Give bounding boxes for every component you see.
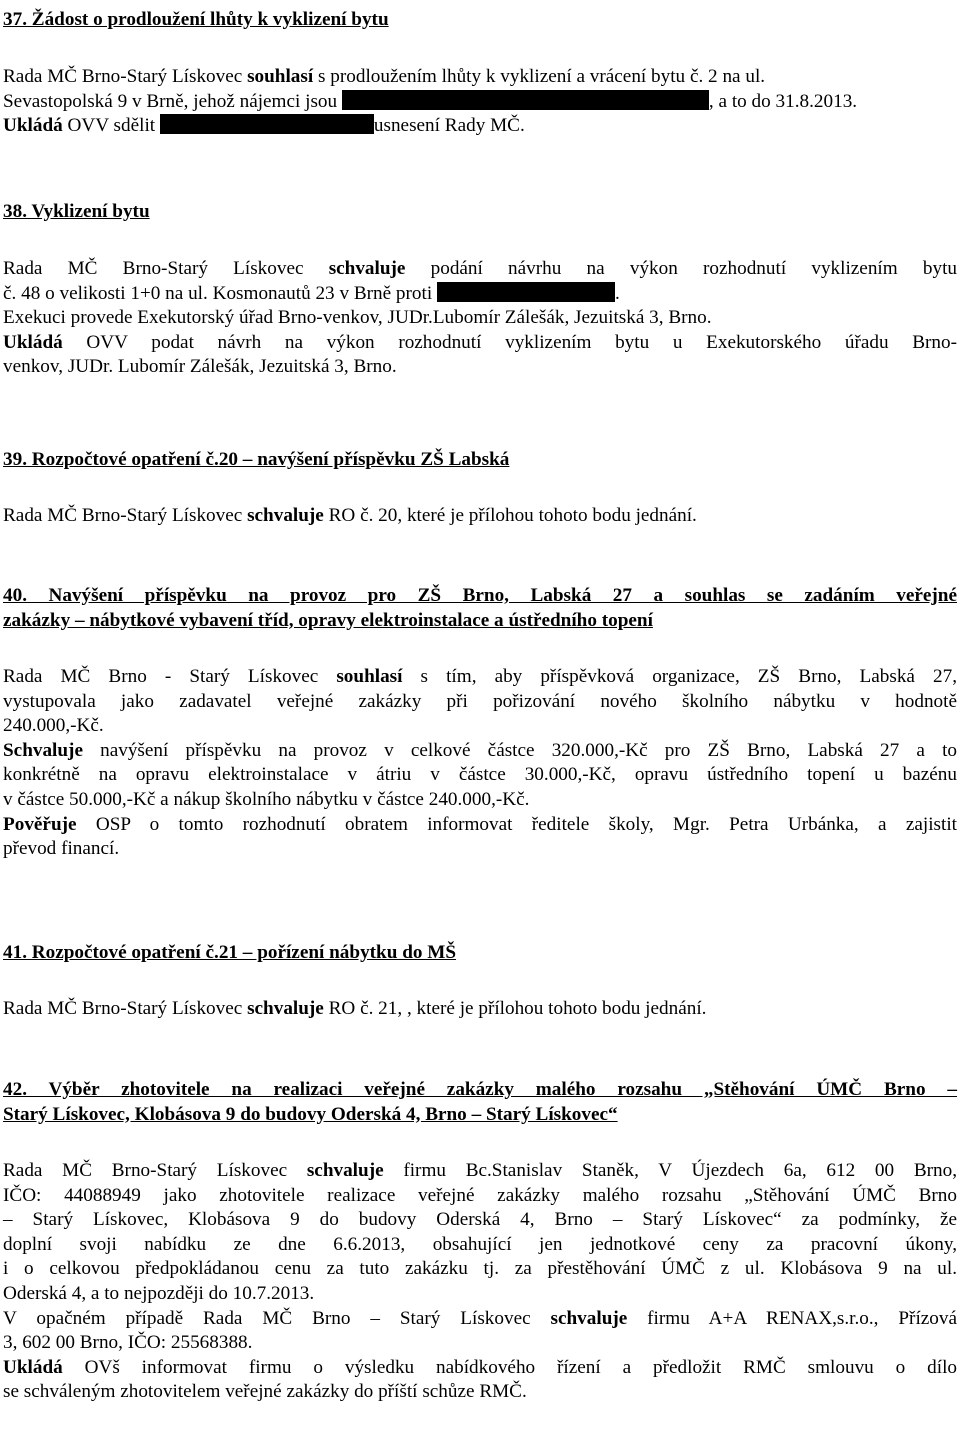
text: OVV podat návrh na výkon rozhodnutí vyklizením bytu u Exekutorského úřadu Brno- <box>62 331 957 353</box>
text: se schváleným zhotovitelem veřejné zakázky do příští schůze RMČ. <box>3 1381 527 1403</box>
text: v částce 50.000,-Kč a nákup školního nábytku v částce 240.000,-Kč. <box>3 788 530 810</box>
text: RO č. 21, , které je přílohou tohoto bodu jednání. <box>323 998 707 1019</box>
keyword-schvaluje: schvaluje <box>550 1307 628 1329</box>
section-42-heading <box>3 1078 957 1127</box>
section-37 <box>3 8 957 33</box>
section-41-heading: 41. Rozpočtové opatření č.21 – pořízení nábytku do MŠ <box>3 942 457 963</box>
text: i o celkovou předpokládanou cenu za tuto zakázku tj. za přestěhování ÚMČ z ul. Klobásova 9 na ul. <box>3 1258 957 1280</box>
section-40-body <box>3 665 957 862</box>
keyword-poveruje: Pověřuje <box>3 813 77 835</box>
text: vystupovala jako zadavatel veřejné zakázky při pořizování nového školního nábytku v hodnotě <box>3 690 957 712</box>
text: RO č. 20, které je přílohou tohoto bodu jednání. <box>323 505 697 526</box>
section-40-heading <box>3 584 957 633</box>
text: Exekuci provede Exekutorský úřad Brno-venkov, JUDr.Lubomír Zálešák, Jezuitská 3, Brno. <box>3 307 712 329</box>
keyword-uklada: Ukládá <box>3 331 63 353</box>
keyword-schvaluje: Schvaluje <box>3 739 83 761</box>
text: 240.000,-Kč. <box>3 715 104 737</box>
heading-line: Starý Lískovec, Klobásova 9 do budovy Oderská 4, Brno – Starý Lískovec“ <box>3 1103 618 1125</box>
text: Rada MČ Brno - Starý Lískovec <box>3 666 337 687</box>
section-37-body <box>3 65 957 139</box>
section-38-body <box>3 257 957 380</box>
text: 3, 602 00 Brno, IČO: 25568388. <box>3 1332 253 1354</box>
section-39-body <box>3 504 957 529</box>
text: Sevastopolská 9 v Brně, jehož nájemci jsou <box>3 90 342 112</box>
section-38-heading: 38. Vyklizení bytu <box>3 201 150 222</box>
keyword-schvaluje: schvaluje <box>328 258 406 279</box>
text: podání návrhu na výkon rozhodnutí vyklizením bytu <box>405 258 957 279</box>
text: Rada MČ Brno-Starý Lískovec <box>3 505 248 526</box>
keyword-uklada: Ukládá <box>3 1356 63 1378</box>
text: OVV sdělit <box>62 115 160 137</box>
text: OSP o tomto rozhodnutí obratem informovat ředitele školy, Mgr. Petra Urbánka, a zajistit <box>76 813 957 835</box>
text: OVš informovat firmu o výsledku nabídkového řízení a předložit RMČ smlouvu o dílo <box>62 1356 957 1378</box>
section-39-heading: 39. Rozpočtové opatření č.20 – navýšení příspěvku ZŠ Labská <box>3 449 510 470</box>
text: č. 48 o velikosti 1+0 na ul. Kosmonautů 23 v Brně proti <box>3 282 437 304</box>
text: firmu A+A RENAX,s.r.o., Přízová <box>627 1307 957 1329</box>
text: s tím, aby příspěvková organizace, ZŠ Brno, Labská 27, <box>402 666 957 687</box>
text: IČO: 44088949 jako zhotovitele realizace veřejné zakázky malého rozsahu „Stěhování ÚMČ Brno <box>3 1184 957 1206</box>
text: firmu Bc.Stanislav Staněk, V Újezdech 6a, 612 00 Brno, <box>383 1160 957 1181</box>
section-37-heading: 37. Žádost o prodloužení lhůty k vyklizení bytu <box>3 9 389 30</box>
text: Rada MČ Brno-Starý Lískovec <box>3 1160 307 1181</box>
text: , a to do 31.8.2013. <box>708 90 858 112</box>
text: konkrétně na opravu elektroinstalace v átriu v částce 30.000,-Kč, opravu ústředního topení u bazénu <box>3 764 957 786</box>
section-42-body <box>3 1159 957 1405</box>
heading-line: 42. Výběr zhotovitele na realizaci veřejné zakázky malého rozsahu „Stěhování ÚMČ Brno – <box>3 1079 957 1100</box>
text: s prodloužením lhůty k vyklizení a vrácení bytu č. 2 na ul. <box>313 66 766 87</box>
keyword-souhlasi: souhlasí <box>336 666 403 687</box>
redaction-block <box>342 90 709 110</box>
text: Rada MČ Brno-Starý Lískovec <box>3 998 248 1019</box>
text: Oderská 4, a to nejpozději do 10.7.2013. <box>3 1282 315 1304</box>
text: venkov, JUDr. Lubomír Zálešák, Jezuitská 3, Brno. <box>3 356 397 378</box>
text: – Starý Lískovec, Klobásova 9 do budovy Oderská 4, Brno – Starý Lískovec“ za podmínky, že <box>3 1209 957 1231</box>
heading-line: 40. Navýšení příspěvku na provoz pro ZŠ Brno, Labská 27 a souhlas se zadáním veřejné <box>3 585 957 606</box>
text: V opačném případě Rada MČ Brno – Starý Lískovec <box>3 1307 551 1329</box>
redaction-block <box>437 282 615 302</box>
text: . <box>614 282 620 304</box>
text: usnesení Rady MČ. <box>373 115 525 137</box>
section-41-body <box>3 997 957 1022</box>
keyword-schvaluje: schvaluje <box>247 998 324 1019</box>
redaction-block <box>160 114 374 134</box>
keyword-uklada: Ukládá <box>3 115 63 137</box>
text: navýšení příspěvku na provoz v celkové částce 320.000,-Kč pro ZŠ Brno, Labská 27 a to <box>82 739 957 761</box>
text: Rada MČ Brno-Starý Lískovec <box>3 66 248 87</box>
keyword-schvaluje: schvaluje <box>306 1160 384 1181</box>
heading-line: zakázky – nábytkové vybavení tříd, opravy elektroinstalace a ústředního topení <box>3 609 653 631</box>
text: Rada MČ Brno-Starý Lískovec <box>3 258 329 279</box>
text: doplní svoji nabídku ze dne 6.6.2013, obsahující jen jednotkové ceny za pracovní úkony, <box>3 1233 957 1255</box>
keyword-souhlasi: souhlasí <box>247 66 314 87</box>
text: převod financí. <box>3 838 120 860</box>
keyword-schvaluje: schvaluje <box>247 505 324 526</box>
